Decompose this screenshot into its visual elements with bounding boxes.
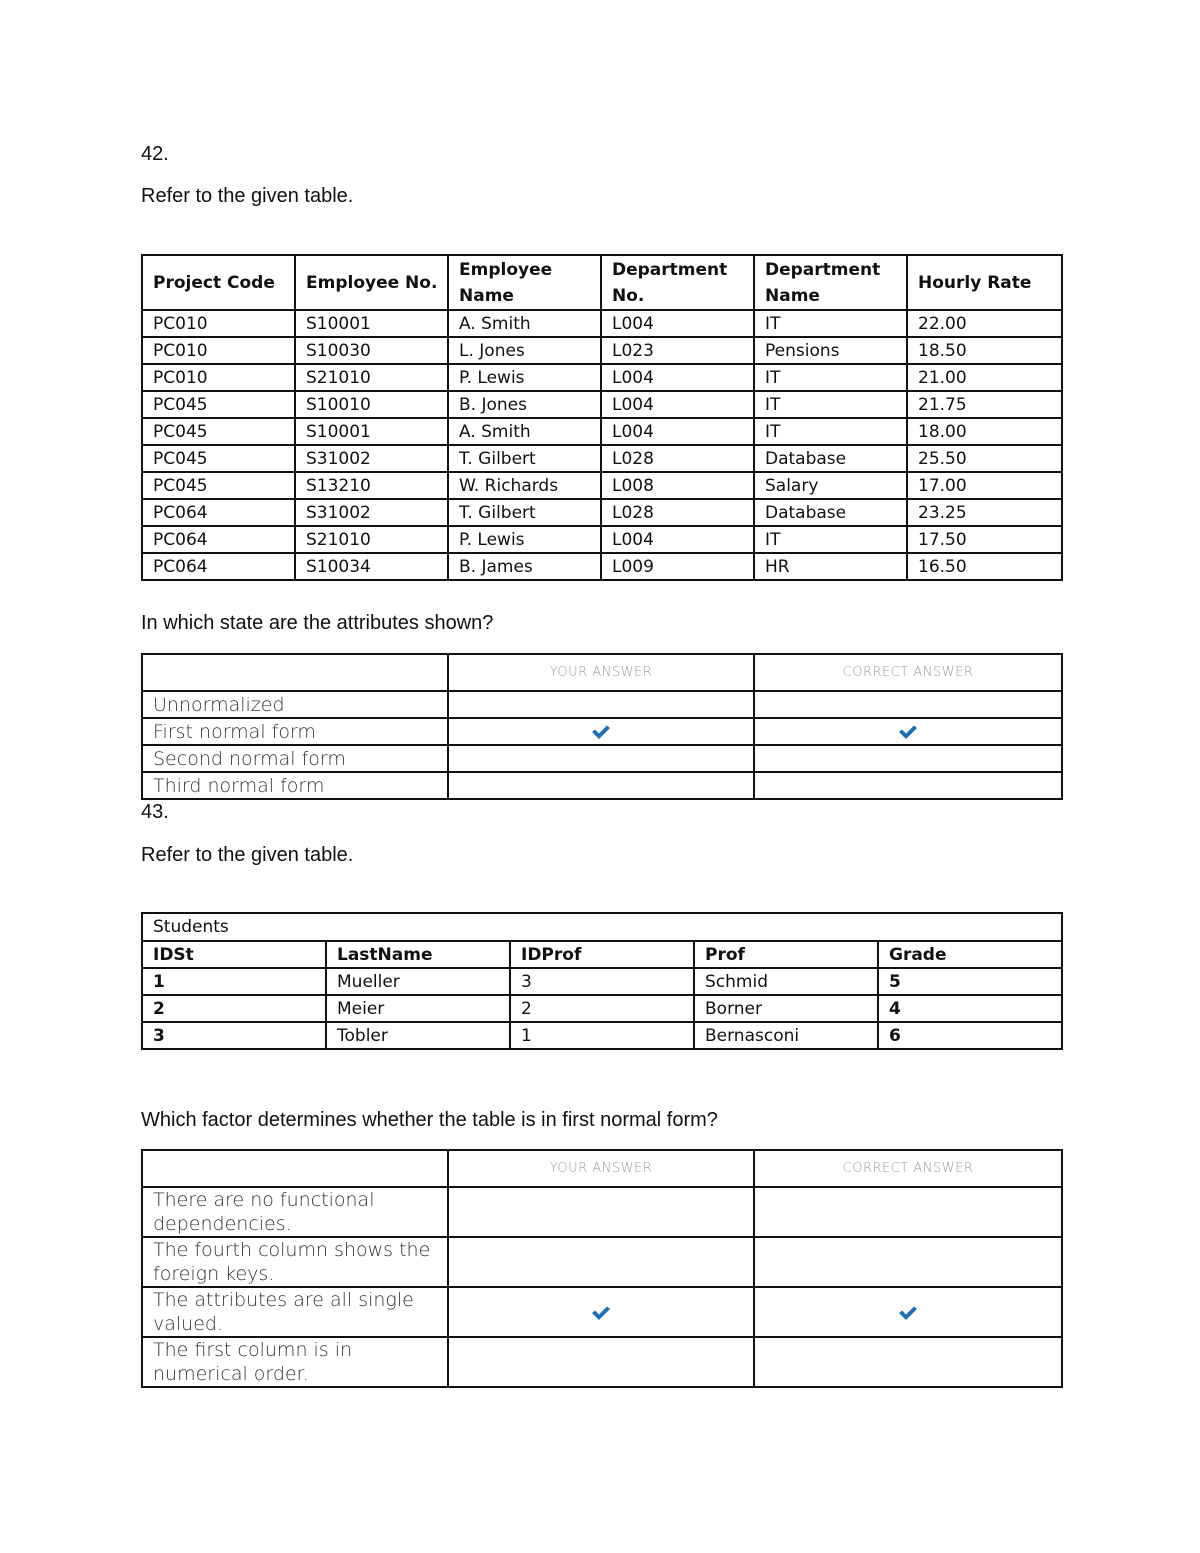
table-cell: 5 bbox=[878, 968, 1062, 995]
table-cell: 3 bbox=[510, 968, 694, 995]
your-answer-cell bbox=[448, 745, 754, 772]
table-cell: S31002 bbox=[295, 499, 448, 526]
table-cell: 2 bbox=[142, 995, 326, 1022]
correct-answer-cell bbox=[754, 1237, 1062, 1287]
your-answer-header: YOUR ANSWER bbox=[448, 654, 754, 691]
table-cell: W. Richards bbox=[448, 472, 601, 499]
answer-option-label: Unnormalized bbox=[142, 691, 448, 718]
answer-option-label: The attributes are all single valued. bbox=[142, 1287, 448, 1337]
table-cell: A. Smith bbox=[448, 418, 601, 445]
table-cell: L004 bbox=[601, 364, 754, 391]
check-icon bbox=[898, 1305, 918, 1321]
table-cell: 17.50 bbox=[907, 526, 1062, 553]
table-cell: L028 bbox=[601, 499, 754, 526]
question-intro: Refer to the given table. bbox=[141, 185, 354, 207]
column-header: Employee No. bbox=[295, 255, 448, 310]
table-cell: Tobler bbox=[326, 1022, 510, 1049]
table-cell: IT bbox=[754, 364, 907, 391]
table-cell: 22.00 bbox=[907, 310, 1062, 337]
table-cell: PC064 bbox=[142, 553, 295, 580]
correct-answer-cell bbox=[754, 691, 1062, 718]
table-row bbox=[142, 418, 1062, 445]
table-cell: L028 bbox=[601, 445, 754, 472]
table-cell: S10001 bbox=[295, 310, 448, 337]
your-answer-header: YOUR ANSWER bbox=[448, 1150, 754, 1187]
question-text: In which state are the attributes shown? bbox=[141, 612, 494, 634]
table-cell: T. Gilbert bbox=[448, 499, 601, 526]
students-table bbox=[141, 912, 1063, 1050]
table-cell: 21.00 bbox=[907, 364, 1062, 391]
column-header: Department Name bbox=[754, 255, 907, 310]
your-answer-cell bbox=[448, 1287, 754, 1337]
column-header: Employee Name bbox=[448, 255, 601, 310]
table-cell: PC010 bbox=[142, 364, 295, 391]
table-cell: L009 bbox=[601, 553, 754, 580]
table-row bbox=[142, 391, 1062, 418]
check-icon bbox=[898, 724, 918, 740]
table-cell: IT bbox=[754, 526, 907, 553]
table-cell: PC010 bbox=[142, 337, 295, 364]
answer-option-row bbox=[142, 772, 1062, 799]
correct-answer-cell bbox=[754, 745, 1062, 772]
answer-table bbox=[141, 653, 1063, 800]
table-row bbox=[142, 310, 1062, 337]
table-cell: L004 bbox=[601, 310, 754, 337]
table-cell: PC010 bbox=[142, 310, 295, 337]
answer-option-label: First normal form bbox=[142, 718, 448, 745]
correct-answer-header: CORRECT ANSWER bbox=[754, 654, 1062, 691]
table-cell: Pensions bbox=[754, 337, 907, 364]
table-cell: 23.25 bbox=[907, 499, 1062, 526]
table-cell: 2 bbox=[510, 995, 694, 1022]
answer-option-label: Second normal form bbox=[142, 745, 448, 772]
table-title-row bbox=[142, 913, 1062, 941]
your-answer-cell bbox=[448, 718, 754, 745]
answer-header-row bbox=[142, 654, 1062, 691]
table-header-row bbox=[142, 941, 1062, 968]
table-cell: 3 bbox=[142, 1022, 326, 1049]
table-row bbox=[142, 364, 1062, 391]
table-cell: A. Smith bbox=[448, 310, 601, 337]
answer-table bbox=[141, 1149, 1063, 1388]
check-icon bbox=[591, 1305, 611, 1321]
correct-answer-cell bbox=[754, 1187, 1062, 1237]
table-cell: Database bbox=[754, 445, 907, 472]
table-cell: 18.00 bbox=[907, 418, 1062, 445]
table-cell: Meier bbox=[326, 995, 510, 1022]
table-row bbox=[142, 553, 1062, 580]
table-cell: PC064 bbox=[142, 526, 295, 553]
table-row bbox=[142, 472, 1062, 499]
table-cell: Schmid bbox=[694, 968, 878, 995]
table-cell: B. Jones bbox=[448, 391, 601, 418]
table-cell: S10034 bbox=[295, 553, 448, 580]
table-row bbox=[142, 445, 1062, 472]
answer-header-row bbox=[142, 1150, 1062, 1187]
correct-answer-cell bbox=[754, 772, 1062, 799]
table-cell: 16.50 bbox=[907, 553, 1062, 580]
employee-project-table bbox=[141, 254, 1063, 581]
table-row bbox=[142, 499, 1062, 526]
table-cell: 25.50 bbox=[907, 445, 1062, 472]
table-cell: L023 bbox=[601, 337, 754, 364]
answer-option-row bbox=[142, 1237, 1062, 1287]
table-cell: P. Lewis bbox=[448, 526, 601, 553]
table-row bbox=[142, 968, 1062, 995]
table-cell: 1 bbox=[510, 1022, 694, 1049]
table-cell: Database bbox=[754, 499, 907, 526]
correct-answer-header: CORRECT ANSWER bbox=[754, 1150, 1062, 1187]
table-cell: L. Jones bbox=[448, 337, 601, 364]
correct-answer-cell bbox=[754, 718, 1062, 745]
table-cell: PC045 bbox=[142, 472, 295, 499]
table-cell: IT bbox=[754, 418, 907, 445]
correct-answer-cell bbox=[754, 1337, 1062, 1387]
table-cell: S31002 bbox=[295, 445, 448, 472]
table-header-row bbox=[142, 255, 1062, 310]
column-header: IDProf bbox=[510, 941, 694, 968]
table-cell: PC045 bbox=[142, 418, 295, 445]
answer-option-row bbox=[142, 718, 1062, 745]
blank-cell bbox=[142, 654, 448, 691]
table-title: Students bbox=[142, 913, 1062, 941]
correct-answer-cell bbox=[754, 1287, 1062, 1337]
table-cell: 21.75 bbox=[907, 391, 1062, 418]
question-number: 42. bbox=[141, 143, 169, 165]
column-header: Hourly Rate bbox=[907, 255, 1062, 310]
column-header: Prof bbox=[694, 941, 878, 968]
answer-option-label: There are no functional dependencies. bbox=[142, 1187, 448, 1237]
answer-option-label: The fourth column shows the foreign keys. bbox=[142, 1237, 448, 1287]
table-cell: 17.00 bbox=[907, 472, 1062, 499]
your-answer-cell bbox=[448, 691, 754, 718]
table-cell: B. James bbox=[448, 553, 601, 580]
table-cell: S13210 bbox=[295, 472, 448, 499]
answer-option-row bbox=[142, 691, 1062, 718]
table-cell: Bernasconi bbox=[694, 1022, 878, 1049]
your-answer-cell bbox=[448, 1187, 754, 1237]
question-intro: Refer to the given table. bbox=[141, 844, 354, 866]
blank-cell bbox=[142, 1150, 448, 1187]
answer-option-label: Third normal form bbox=[142, 772, 448, 799]
column-header: Department No. bbox=[601, 255, 754, 310]
table-cell: S10030 bbox=[295, 337, 448, 364]
table-cell: 4 bbox=[878, 995, 1062, 1022]
your-answer-cell bbox=[448, 1237, 754, 1287]
table-cell: T. Gilbert bbox=[448, 445, 601, 472]
table-row bbox=[142, 337, 1062, 364]
table-cell: P. Lewis bbox=[448, 364, 601, 391]
table-cell: 18.50 bbox=[907, 337, 1062, 364]
table-cell: L004 bbox=[601, 418, 754, 445]
answer-option-label: The first column is in numerical order. bbox=[142, 1337, 448, 1387]
column-header: Grade bbox=[878, 941, 1062, 968]
question-number: 43. bbox=[141, 801, 169, 823]
table-cell: Borner bbox=[694, 995, 878, 1022]
column-header: LastName bbox=[326, 941, 510, 968]
column-header: Project Code bbox=[142, 255, 295, 310]
table-row bbox=[142, 1022, 1062, 1049]
table-cell: PC045 bbox=[142, 445, 295, 472]
table-cell: Salary bbox=[754, 472, 907, 499]
your-answer-cell bbox=[448, 772, 754, 799]
table-cell: 1 bbox=[142, 968, 326, 995]
table-cell: L004 bbox=[601, 526, 754, 553]
answer-option-row bbox=[142, 1187, 1062, 1237]
your-answer-cell bbox=[448, 1337, 754, 1387]
table-cell: Mueller bbox=[326, 968, 510, 995]
table-cell: 6 bbox=[878, 1022, 1062, 1049]
answer-option-row bbox=[142, 1337, 1062, 1387]
answer-option-row bbox=[142, 1287, 1062, 1337]
table-cell: PC064 bbox=[142, 499, 295, 526]
table-cell: S21010 bbox=[295, 364, 448, 391]
check-icon bbox=[591, 724, 611, 740]
table-cell: L008 bbox=[601, 472, 754, 499]
table-cell: IT bbox=[754, 310, 907, 337]
table-cell: PC045 bbox=[142, 391, 295, 418]
question-text: Which factor determines whether the table is in first normal form? bbox=[141, 1109, 718, 1131]
table-row bbox=[142, 526, 1062, 553]
table-cell: HR bbox=[754, 553, 907, 580]
table-cell: S21010 bbox=[295, 526, 448, 553]
table-cell: S10010 bbox=[295, 391, 448, 418]
column-header: IDSt bbox=[142, 941, 326, 968]
table-cell: S10001 bbox=[295, 418, 448, 445]
table-row bbox=[142, 995, 1062, 1022]
table-cell: L004 bbox=[601, 391, 754, 418]
table-cell: IT bbox=[754, 391, 907, 418]
answer-option-row bbox=[142, 745, 1062, 772]
